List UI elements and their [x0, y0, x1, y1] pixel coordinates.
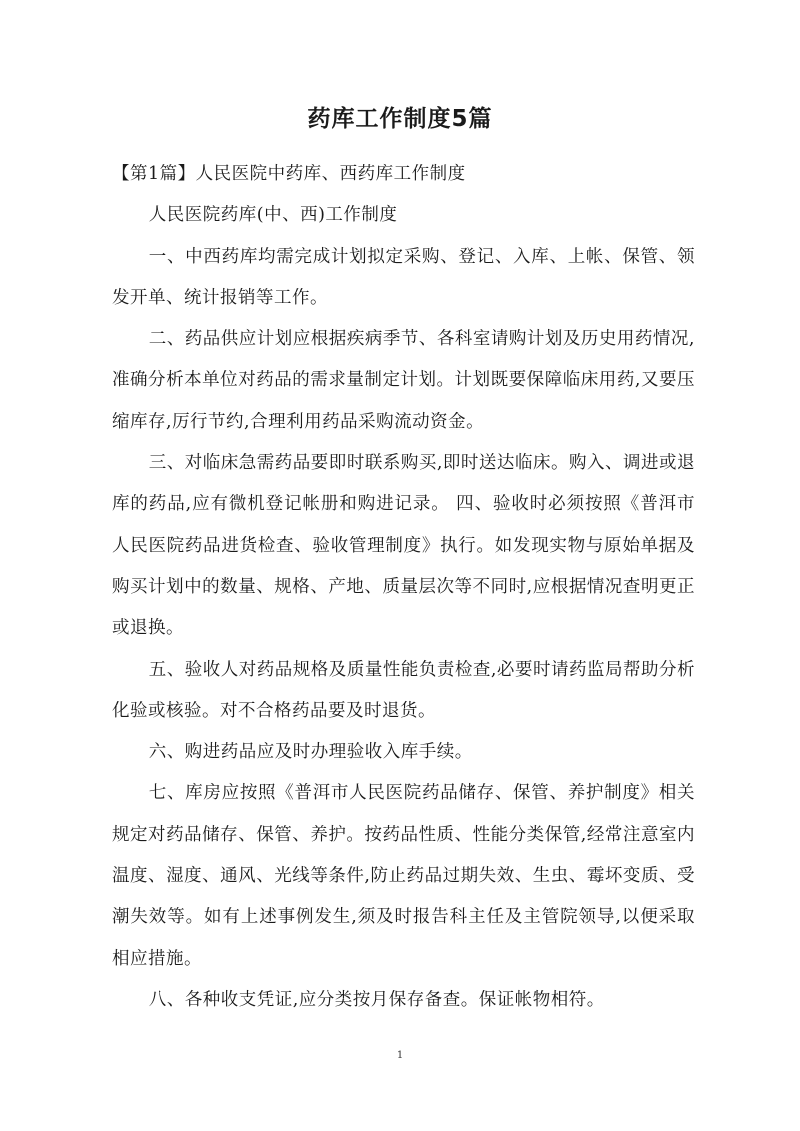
paragraph-item-6: 六、购进药品应及时办理验收入库手续。 [148, 742, 473, 763]
paragraph-item-5: 五、验收人对药品规格及质量性能负责检查,必要时请药监局帮助分析化验或核验。对不合格药品要及时退货。 [112, 659, 695, 721]
document-body [112, 154, 695, 1021]
document-title: 药库工作制度5篇 [307, 106, 493, 132]
section-heading: 【第1篇】人民医院中药库、西药库工作制度 [112, 164, 466, 184]
paragraph-item-3-4: 三、对临床急需药品要即时联系购买,即时送达临床。购入、调进或退库的药品,应有微机登记帐册和购进记录。 四、验收时必须按照《普洱市人民医院药品进货检查、验收管理制度》执行。如发现实物与原始单据及购买计划中的数量、规格、产地、质量层次等不同时,应根据情况查明更正或退换。 [112, 453, 695, 639]
paragraph-item-2: 二、药品供应计划应根据疾病季节、各科室请购计划及历史用药情况,准确分析本单位对药品的需求量制定计划。计划既要保障临床用药,又要压缩库存,厉行节约,合理利用药品采购流动资金。 [112, 329, 695, 432]
paragraph-item-8: 八、各种收支凭证,应分类按月保存备查。保证帐物相符。 [148, 989, 605, 1010]
page-number: 1 [396, 1050, 404, 1061]
paragraph-item-1: 一、中西药库均需完成计划拟定采购、登记、入库、上帐、保管、领发开单、统计报销等工作。 [112, 246, 695, 308]
paragraph-item-7: 七、库房应按照《普洱市人民医院药品储存、保管、养护制度》相关规定对药品储存、保管、养护。按药品性质、性能分类保管,经常注意室内温度、湿度、通风、光线等条件,防止药品过期失效、生虫、霉坏变质、受潮失效等。如有上述事例发生,须及时报告科主任及主管院领导,以便采取相应措施。 [112, 783, 695, 969]
paragraph-subtitle: 人民医院药库(中、西)工作制度 [148, 205, 398, 226]
